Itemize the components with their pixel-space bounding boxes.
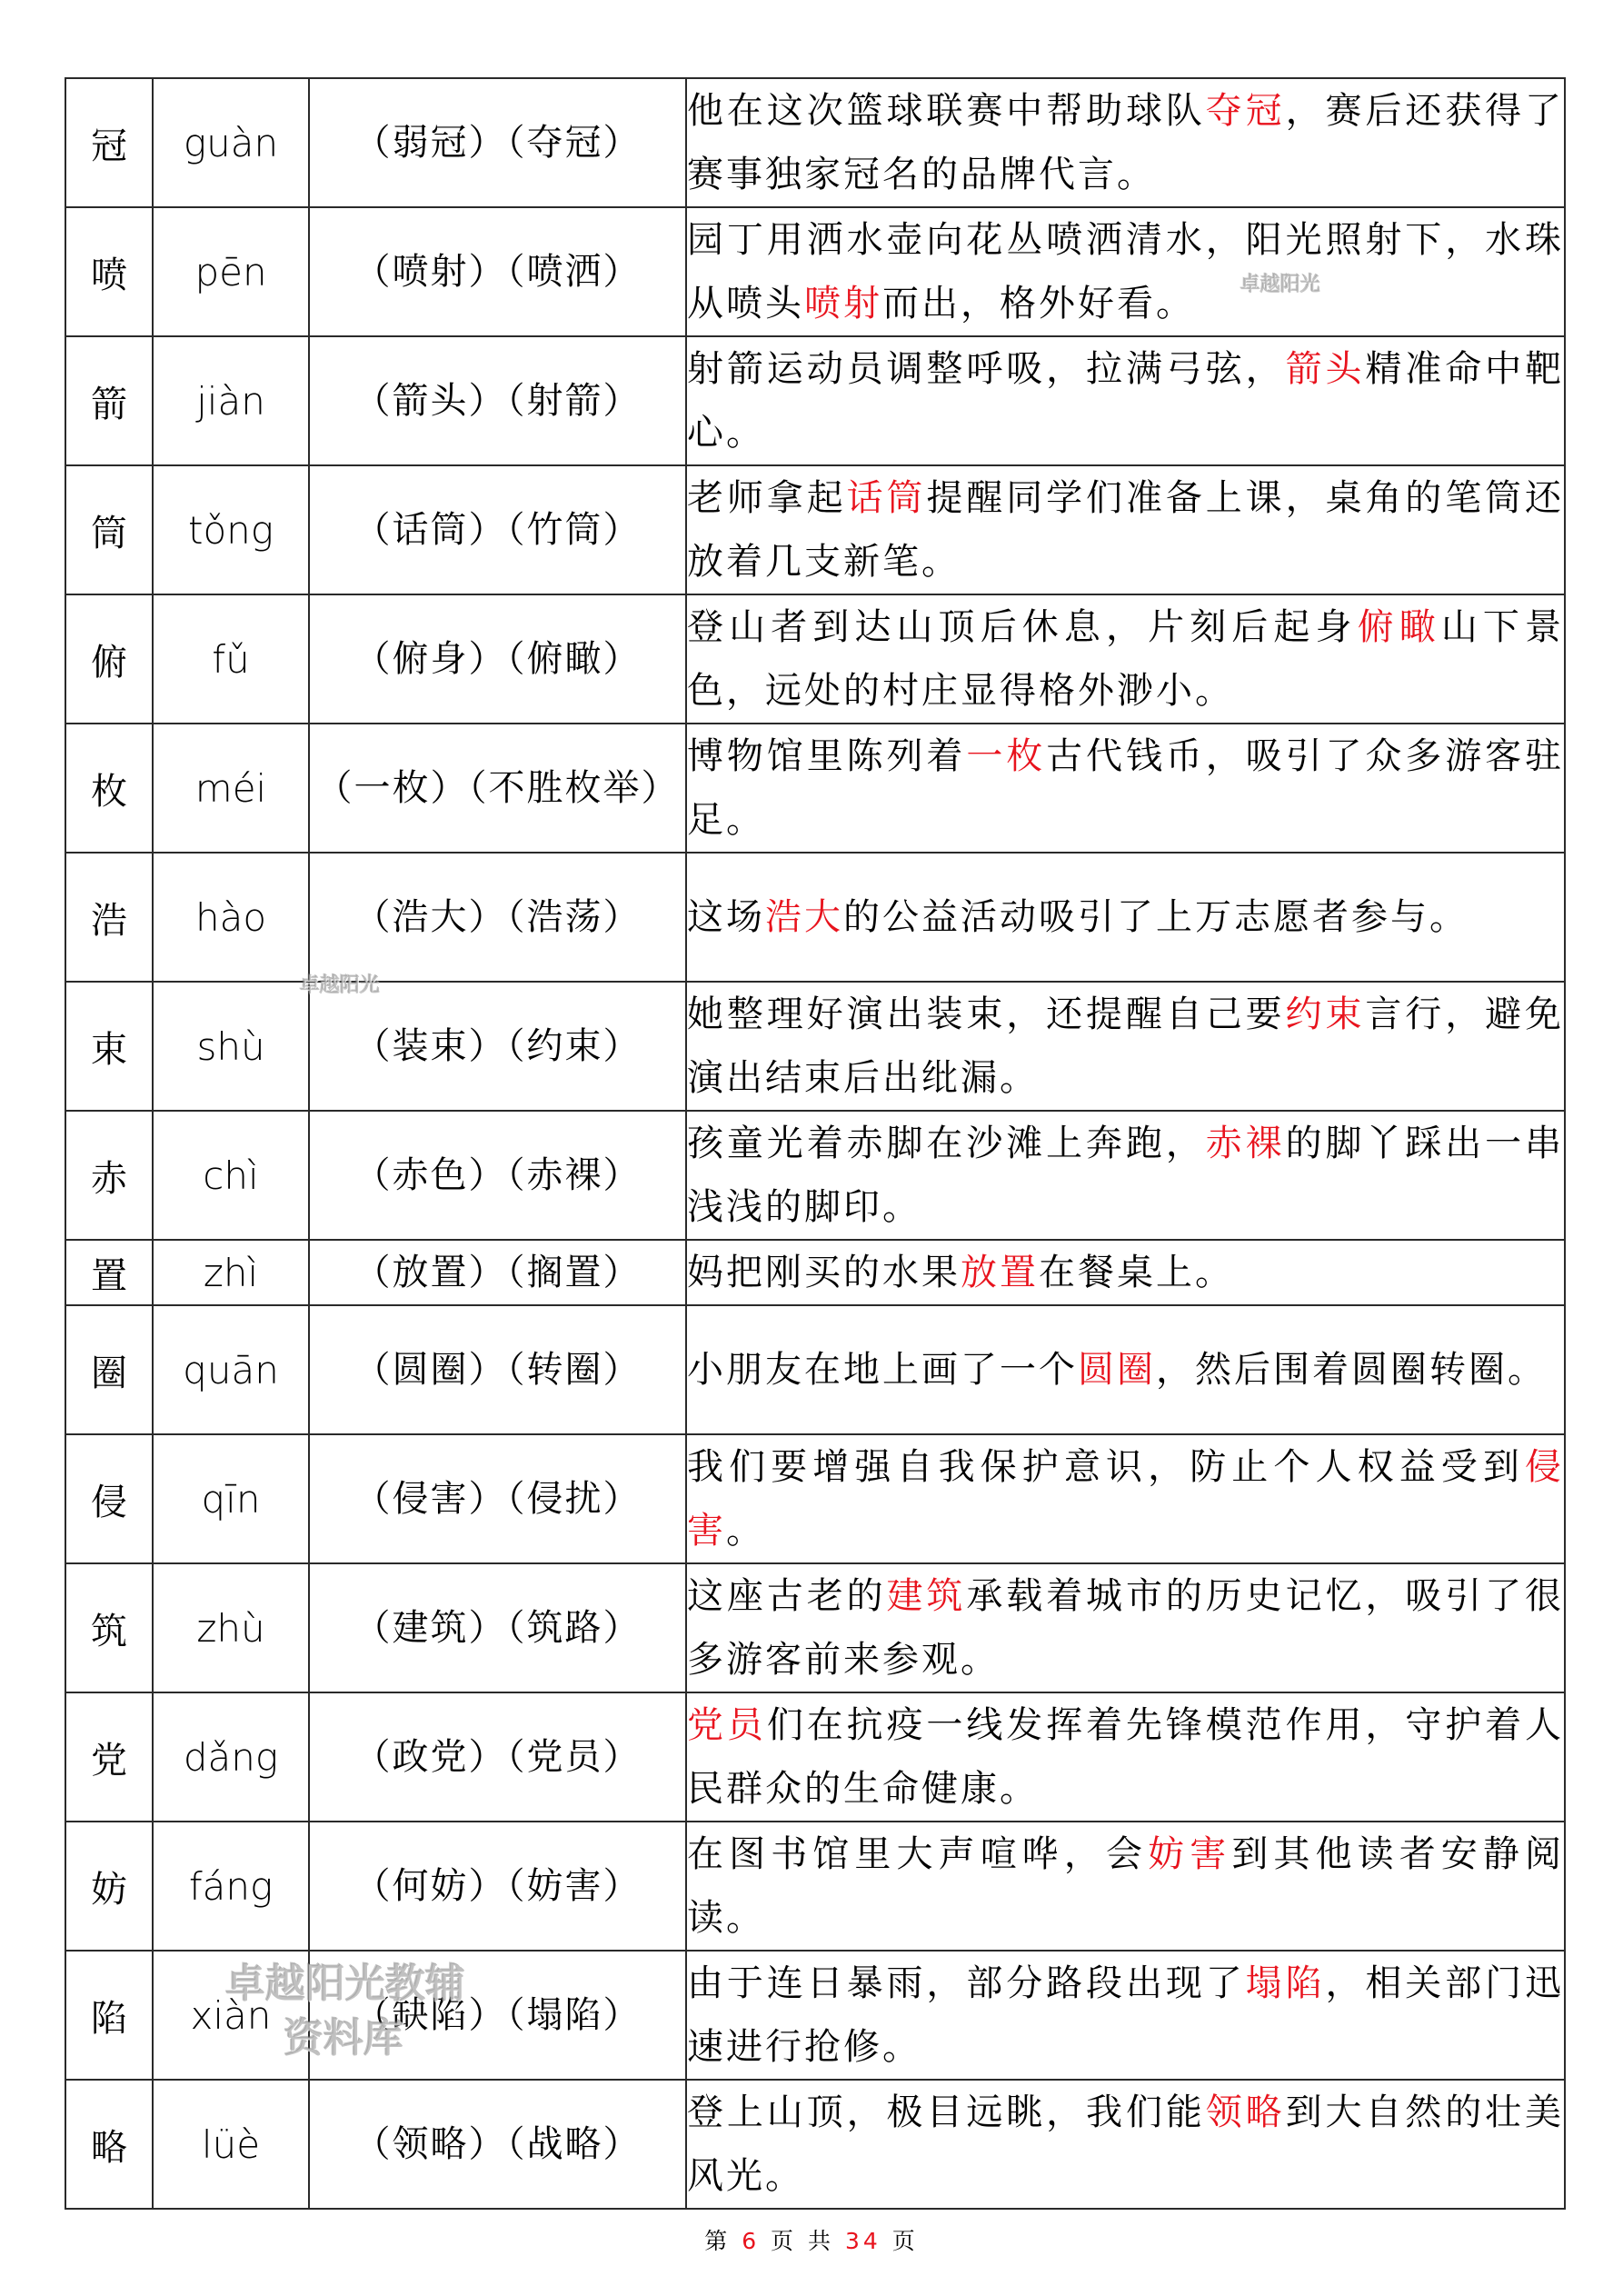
pinyin: xiàn — [190, 1992, 272, 2038]
highlighted-word: 浩大 — [765, 896, 843, 938]
watermark: 卓越阳光 — [1240, 273, 1321, 296]
example-sentence — [687, 1704, 1564, 1810]
words: （俯身）（俯瞰） — [353, 638, 642, 680]
sentence-text: 在图书馆里大声喧哗，会 — [687, 1833, 1149, 1875]
words-cell — [309, 336, 686, 465]
table-row — [65, 1692, 1565, 1822]
watermark: 资料库 — [284, 2015, 403, 2061]
table-row — [65, 724, 1565, 853]
sentence-cell — [686, 78, 1565, 207]
sentence-text: 的公益活动吸引了上万志愿者参与。 — [843, 896, 1469, 938]
pinyin: qīn — [201, 1476, 261, 1522]
table-row — [65, 1240, 1565, 1305]
table-row — [65, 465, 1565, 594]
footer-prefix: 第 — [704, 2228, 732, 2254]
words-cell — [309, 1692, 686, 1822]
sentence-text: 他在这次篮球联赛中帮助球队 — [687, 90, 1206, 132]
pinyin: hào — [194, 894, 267, 940]
highlighted-word: 放置 — [961, 1252, 1039, 1293]
words: （一枚）（不胜枚举） — [315, 767, 680, 809]
words: （领略）（战略） — [353, 2123, 642, 2165]
table-row — [65, 336, 1565, 465]
sentence-cell — [686, 594, 1565, 724]
sentence-cell — [686, 336, 1565, 465]
highlighted-word: 侵害 — [687, 1446, 1564, 1552]
character-cell — [65, 465, 153, 594]
words: （箭头）（射箭） — [353, 380, 642, 422]
sentence-text: 精准命中靶心。 — [687, 348, 1565, 454]
pinyin-cell — [153, 1822, 309, 1951]
footer-suffix: 页 — [891, 2228, 919, 2254]
words-cell — [309, 724, 686, 853]
table-row — [65, 2080, 1565, 2209]
sentence-text: 登上山顶，极目远眺，我们能 — [687, 2091, 1206, 2133]
words: （浩大）（浩荡） — [353, 896, 642, 938]
character-cell — [65, 1111, 153, 1240]
words: （喷射）（喷洒） — [353, 251, 642, 293]
watermark: 卓越阳光教辅 — [225, 1961, 465, 2007]
sentence-cell — [686, 982, 1565, 1111]
example-sentence — [687, 896, 1469, 938]
sentence-text: 这座古老的 — [687, 1575, 887, 1617]
pinyin: quān — [183, 1347, 279, 1393]
character: 筒 — [91, 512, 127, 554]
words-cell — [309, 465, 686, 594]
sentence-text: 承载着城市的历史记忆，吸引了很多游客前来参观。 — [687, 1575, 1565, 1681]
character: 喷 — [91, 254, 127, 296]
highlighted-word: 夺冠 — [1205, 90, 1286, 132]
table-row — [65, 78, 1565, 207]
highlighted-word: 党员 — [687, 1704, 767, 1746]
pinyin-cell — [153, 982, 309, 1111]
highlighted-word: 赤裸 — [1205, 1123, 1286, 1164]
highlighted-word: 话筒 — [846, 477, 927, 519]
sentence-text: 。 — [726, 1510, 765, 1552]
sentence-cell — [686, 1240, 1565, 1305]
example-sentence — [687, 1252, 1234, 1293]
sentence-text: ，相关部门迅速进行抢修。 — [687, 1962, 1565, 2068]
pinyin: chì — [203, 1153, 259, 1198]
pinyin-cell — [153, 724, 309, 853]
pinyin: fáng — [188, 1863, 274, 1909]
highlighted-word: 一枚 — [966, 735, 1047, 777]
example-sentence — [687, 219, 1564, 324]
words-cell — [309, 1434, 686, 1563]
pinyin: pēn — [194, 249, 267, 294]
highlighted-word: 约束 — [1285, 993, 1366, 1035]
character: 冠 — [91, 125, 127, 167]
character: 陷 — [91, 1997, 127, 2040]
pinyin-cell — [153, 1434, 309, 1563]
highlighted-word: 箭头 — [1285, 348, 1366, 390]
sentence-cell — [686, 724, 1565, 853]
sentence-text: 小朋友在地上画了一个 — [687, 1349, 1078, 1391]
sentence-text: 的脚丫踩出一串浅浅的脚印。 — [687, 1123, 1565, 1228]
sentence-cell — [686, 853, 1565, 982]
sentence-cell — [686, 1563, 1565, 1692]
character: 浩 — [91, 899, 127, 942]
pinyin: shù — [196, 1023, 265, 1069]
footer-total-label: 共 — [808, 2228, 835, 2254]
sentence-text: 她整理好演出装束，还提醒自己要 — [687, 993, 1286, 1035]
sentence-text: ，然后围着圆圈转圈。 — [1156, 1349, 1547, 1391]
table-row — [65, 982, 1565, 1111]
words-cell — [309, 2080, 686, 2209]
sentence-cell — [686, 2080, 1565, 2209]
pinyin: méi — [194, 765, 267, 811]
table-row — [65, 594, 1565, 724]
words: （弱冠）（夺冠） — [353, 122, 642, 164]
character-cell — [65, 207, 153, 336]
sentence-text: 提醒同学们准备上课，桌角的笔筒还放着几支新笔。 — [687, 477, 1565, 583]
pinyin-cell — [153, 853, 309, 982]
character-cell — [65, 724, 153, 853]
example-sentence — [687, 735, 1564, 841]
sentence-text: 我们要增强自我保护意识，防止个人权益受到 — [687, 1446, 1525, 1488]
total-pages: 34 — [844, 2228, 881, 2254]
character-cell — [65, 2080, 153, 2209]
highlighted-word: 俯瞰 — [1357, 606, 1441, 648]
highlighted-word: 妨害 — [1148, 1833, 1232, 1875]
words-cell — [309, 207, 686, 336]
words-cell — [309, 1563, 686, 1692]
sentence-text: 博物馆里陈列着 — [687, 735, 967, 777]
highlighted-word: 塌陷 — [1245, 1962, 1326, 2004]
sentence-text: 而出，格外好看。 — [882, 283, 1195, 324]
table-row — [65, 853, 1565, 982]
sentence-text: 园丁用洒水壶向花丛喷洒清水，阳光照射下，水珠从喷头 — [687, 219, 1564, 324]
sentence-text: 老师拿起 — [687, 477, 847, 519]
pinyin: jiàn — [196, 378, 265, 424]
sentence-text: 言行，避免演出结束后出纰漏。 — [687, 993, 1565, 1099]
words: （何妨）（妨害） — [353, 1865, 642, 1907]
words-cell — [309, 78, 686, 207]
example-sentence — [687, 993, 1564, 1099]
pinyin: zhù — [196, 1605, 265, 1651]
highlighted-word: 领略 — [1205, 2091, 1286, 2133]
pinyin-cell — [153, 594, 309, 724]
pinyin: zhì — [203, 1250, 259, 1295]
sentence-cell — [686, 1951, 1565, 2080]
character-cell — [65, 982, 153, 1111]
sentence-cell — [686, 465, 1565, 594]
table-row — [65, 1305, 1565, 1434]
words-cell — [309, 1305, 686, 1434]
words: （建筑）（筑路） — [353, 1607, 642, 1649]
words-cell — [309, 1240, 686, 1305]
words: （政党）（党员） — [353, 1736, 642, 1778]
example-sentence — [687, 348, 1564, 454]
character-cell — [65, 1692, 153, 1822]
pinyin-cell — [153, 1111, 309, 1240]
pinyin-cell — [153, 1305, 309, 1434]
words-cell — [309, 853, 686, 982]
character: 圈 — [91, 1352, 127, 1394]
pinyin-cell — [153, 1951, 309, 2080]
example-sentence — [687, 1123, 1564, 1228]
sentence-text: ，赛后还获得了赛事独家冠名的品牌代言。 — [687, 90, 1565, 195]
character-cell — [65, 336, 153, 465]
example-sentence — [687, 90, 1564, 195]
example-sentence — [687, 477, 1564, 583]
sentence-cell — [686, 1305, 1565, 1434]
character: 筑 — [91, 1610, 127, 1652]
sentence-cell — [686, 207, 1565, 336]
character: 置 — [91, 1254, 127, 1297]
pinyin-cell — [153, 336, 309, 465]
pinyin-cell — [153, 465, 309, 594]
sentence-text: 登山者到达山顶后休息，片刻后起身 — [687, 606, 1358, 648]
table-row — [65, 1563, 1565, 1692]
character-cell — [65, 853, 153, 982]
sentence-text: 妈把刚买的水果 — [687, 1252, 961, 1293]
character: 俯 — [91, 641, 127, 684]
words: （装束）（约束） — [353, 1025, 642, 1067]
character-cell — [65, 1951, 153, 2080]
table-row — [65, 1111, 1565, 1240]
sentence-text: 古代钱币，吸引了众多游客驻足。 — [687, 735, 1565, 841]
vocabulary-table — [65, 77, 1566, 2210]
highlighted-word: 喷射 — [804, 283, 882, 324]
character: 赤 — [91, 1157, 127, 1200]
character-cell — [65, 1822, 153, 1951]
pinyin: lüè — [201, 2121, 261, 2167]
character: 箭 — [91, 383, 127, 425]
character: 束 — [91, 1028, 127, 1071]
character-cell — [65, 594, 153, 724]
words-cell — [309, 982, 686, 1111]
words-cell — [309, 1111, 686, 1240]
pinyin-cell — [153, 2080, 309, 2209]
page-footer — [0, 2223, 1623, 2256]
watermark: 卓越阳光 — [300, 973, 381, 997]
words: （赤色）（赤裸） — [353, 1154, 642, 1196]
pinyin-cell — [153, 1692, 309, 1822]
example-sentence — [687, 1962, 1564, 2068]
table-row — [65, 1951, 1565, 2080]
sentence-text: 山下景色，远处的村庄显得格外渺小。 — [687, 606, 1565, 712]
character-cell — [65, 1434, 153, 1563]
character: 枚 — [91, 770, 127, 813]
character-cell — [65, 78, 153, 207]
example-sentence — [687, 1349, 1547, 1391]
sentence-text: 们在抗疫一线发挥着先锋模范作用，守护着人民群众的生命健康。 — [687, 1704, 1565, 1810]
character-cell — [65, 1563, 153, 1692]
table-body — [65, 78, 1565, 2209]
sentence-text: 这场 — [687, 896, 765, 938]
character-cell — [65, 1305, 153, 1434]
table-row — [65, 1434, 1565, 1563]
sentence-text: 到大自然的壮美风光。 — [687, 2091, 1565, 2197]
table-row — [65, 1822, 1565, 1951]
pinyin: guàn — [183, 120, 279, 165]
pinyin-cell — [153, 1563, 309, 1692]
character: 党 — [91, 1739, 127, 1782]
sentence-text: 由于连日暴雨，部分路段出现了 — [687, 1962, 1246, 2004]
pinyin-cell — [153, 207, 309, 336]
sentence-text: 射箭运动员调整呼吸，拉满弓弦， — [687, 348, 1286, 390]
sentence-cell — [686, 1822, 1565, 1951]
character-cell — [65, 1240, 153, 1305]
pinyin-cell — [153, 1240, 309, 1305]
example-sentence — [687, 1833, 1564, 1939]
words: （缺陷）（塌陷） — [353, 1994, 642, 2036]
highlighted-word: 圆圈 — [1078, 1349, 1156, 1391]
pinyin: fǔ — [212, 636, 250, 682]
words: （侵害）（侵扰） — [353, 1478, 642, 1520]
words-cell — [309, 594, 686, 724]
current-page: 6 — [742, 2228, 761, 2254]
words-cell — [309, 1951, 686, 2080]
pinyin: tǒng — [188, 507, 274, 553]
table-row — [65, 207, 1565, 336]
sentence-cell — [686, 1692, 1565, 1822]
sentence-text: 孩童光着赤脚在沙滩上奔跑， — [687, 1123, 1206, 1164]
words: （话筒）（竹筒） — [353, 509, 642, 551]
character: 略 — [91, 2126, 127, 2169]
words: （放置）（搁置） — [353, 1252, 642, 1293]
footer-page-label: 页 — [771, 2228, 798, 2254]
highlighted-word: 建筑 — [886, 1575, 967, 1617]
character: 侵 — [91, 1481, 127, 1523]
pinyin: dǎng — [183, 1734, 279, 1780]
sentence-cell — [686, 1111, 1565, 1240]
pinyin-cell — [153, 78, 309, 207]
example-sentence — [687, 1575, 1564, 1681]
character: 妨 — [91, 1868, 127, 1911]
sentence-text: 到其他读者安静阅读。 — [687, 1833, 1565, 1939]
example-sentence — [687, 606, 1564, 712]
example-sentence — [687, 1446, 1564, 1552]
words: （圆圈）（转圈） — [353, 1349, 642, 1391]
words-cell — [309, 1822, 686, 1951]
sentence-cell — [686, 1434, 1565, 1563]
example-sentence — [687, 2091, 1564, 2197]
sentence-text: 在餐桌上。 — [1039, 1252, 1234, 1293]
